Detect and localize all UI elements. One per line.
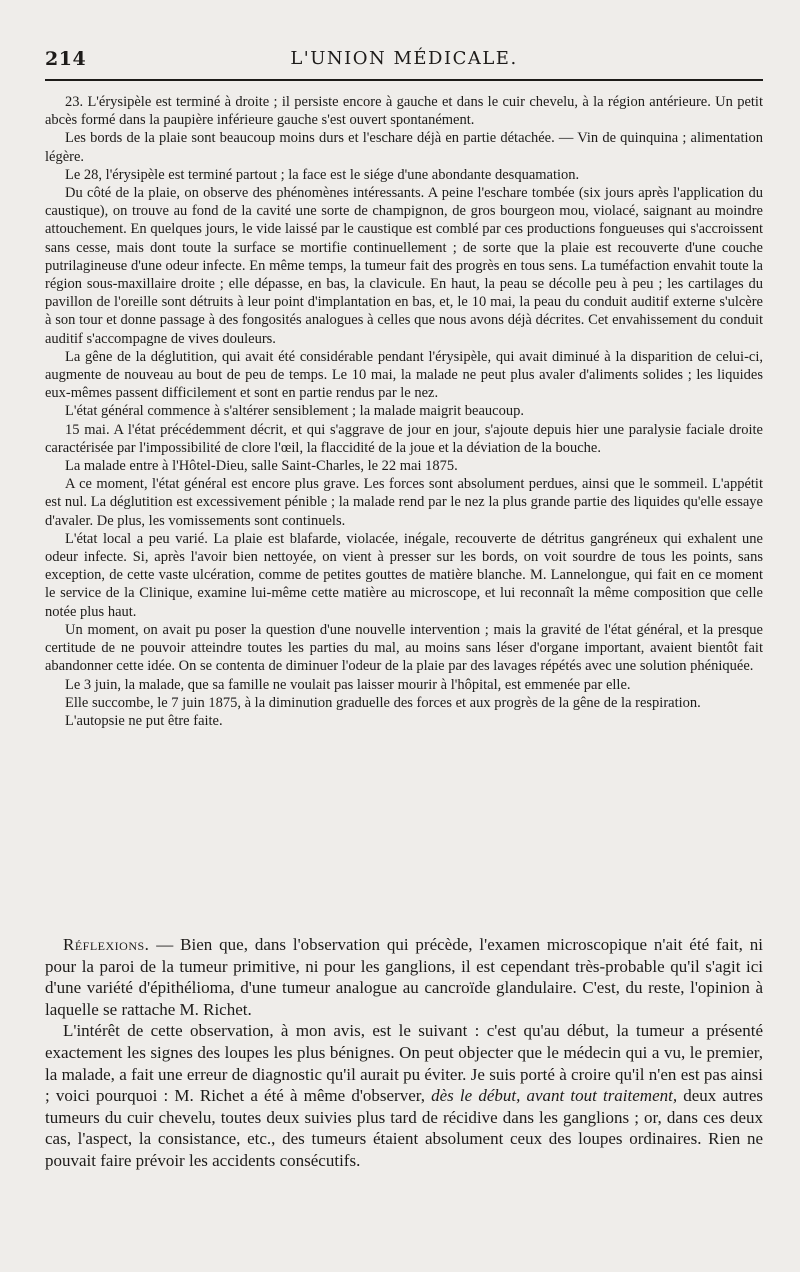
page-number: 214 [45,48,87,70]
page-header [45,46,763,76]
header-rule [45,79,763,81]
paragraph: A ce moment, l'état général est encore plus grave. Les forces sont absolument perdues, ainsi que le sommeil. L'appétit est nul. La déglutition est excessivement pénible ; la malade rend par le nez la plus grande partie des liquides qu'elle essaye d'avaler. De plus, les vomissements sont continuels. [45,476,763,529]
paragraph: Elle succombe, le 7 juin 1875, à la diminution graduelle des forces et aux progrès de la gêne de la respiration. [65,694,701,711]
paragraph [45,1020,763,1171]
paragraph: Le 28, l'érysipèle est terminé partout ; la face est le siége d'une abondante desquamation. [65,166,580,183]
observation-text [45,93,763,730]
section-heading: Réflexions. [63,935,150,954]
paragraph: L'état local a peu varié. La plaie est blafarde, violacée, inégale, recouverte de détritus gangréneux qui exhalent une odeur infecte. Si, après l'avoir bien nettoyée, on vient à presser sur les bords, on voit sourdre de tous les points, sans exception, de cette vaste ulcération, comme de petites gouttes de matière blanche. M. Lannelongue, qui fait en ce moment le service de la Clinique, examine lui-même cette matière au microscope, et lui reconnaît la même composition que celle notée plus haut. [45,530,763,620]
paragraph: Un moment, on avait pu poser la question d'une nouvelle intervention ; mais la gravité de l'état général, et la presque certitude de ne pouvoir atteindre toutes les parties du mal, au moins sans léser d'organe important, avaient bientôt fait abandonner cette idée. On se contenta de diminuer l'odeur de la plaie par des lavages répétés avec une solution phéniquée. [45,621,763,675]
reflexions-section [45,934,763,1172]
paragraph: La malade entre à l'Hôtel-Dieu, salle Saint-Charles, le 22 mai 1875. [65,458,458,475]
paragraph: Les bords de la plaie sont beaucoup moins durs et l'eschare déjà en partie détachée. — Vin de quinquina ; alimentation légère. [45,130,763,165]
paragraph [45,934,763,1020]
paragraph-text: deux autres tumeurs du cuir chevelu, toutes deux suivies plus tard de récidive dans les ganglions ; or, dans ces deux cas, l'aspect, la consistance, etc., des tumeurs étaient absolument ceux des loupes ordinaires. Rien ne pouvait faire prévoir les accidents consécutifs. [45,1086,763,1170]
paragraph: L'état général commence à s'altérer sensiblement ; la malade maigrit beaucoup. [65,403,524,420]
paragraph: La gêne de la déglutition, qui avait été considérable pendant l'érysipèle, qui avait diminué à la disparition de celui-ci, augmente de nouveau au bout de peu de temps. Le 10 mai, la malade ne peut plus avaler d'aliments solides ; les liquides eux-mêmes passent difficilement et sont en partie rendus par le nez. [45,348,763,402]
running-title: L'UNION MÉDICALE. [290,48,518,69]
paragraph-text: L'intérêt de cette observation, à mon avis, est le suivant : c'est qu'au début, la tumeur a présenté exactement les signes des loupes les plus bénignes. On peut objecter que le médecin qui a vu, le premier, la malade, a fait une erreur de diagnostic qu'il aurait pu éviter. Je suis porté à croire qu'il n'en est pas ainsi ; voici pourquoi : M. Richet a été à même d'observer, [45,1021,763,1106]
paragraph: Le 3 juin, la malade, que sa famille ne voulait pas laisser mourir à l'hôpital, est emmenée par elle. [65,676,631,693]
paragraph-text: — Bien que, dans l'observation qui précède, l'examen microscopique n'ait été fait, ni pour la paroi de la tumeur primitive, ni pour les ganglions, il est cependant très-probable qu'il s'agit ici d'une variété d'épithélioma, d'une tumeur analogue au cancroïde glandulaire. C'est, du reste, l'opinion à laquelle se rattache M. Richet. [45,935,763,1019]
paragraph: 23. L'érysipèle est terminé à droite ; il persiste encore à gauche et dans le cuir chevelu, à la région antérieure. Un petit abcès formé dans la paupière inférieure gauche s'est ouvert spontanément. [45,94,763,129]
paragraph: L'autopsie ne put être faite. [65,712,223,729]
italic-text: dès le début, avant tout traitement, [431,1086,678,1106]
paragraph: Du côté de la plaie, on observe des phénomènes intéressants. A peine l'eschare tombée (six jours après l'application du caustique), on trouve au fond de la cavité une sorte de champignon, de gros bourgeon mou, violacé, saignant au moindre attouchement. En quelques jours, le vide laissé par le caustique est comblé par ces productions fongueuses qui s'accroissent sans cesse, mais dont toute la surface se mortifie continuellement ; de sorte que la plaie est recouverte d'une couche putrilagineuse d'une odeur infecte. En même temps, la tumeur fait des progrès en tous sens. La tuméfaction envahit toute la région sous-maxillaire droite ; elle dépasse, en bas, la clavicule. En haut, la peau se décolle peu à peu ; les cartilages du pavillon de l'oreille sont détruits à leur point d'implantation en bas, et, le 10 mai, la peau du conduit auditif externe s'ulcère à son tour et donne passage à des fongosités analogues à celles que nous avons déjà décrites. Cet envahissement du conduit auditif s'accompagne de vives douleurs. [45,185,763,347]
paragraph: 15 mai. A l'état précédemment décrit, et qui s'aggrave de jour en jour, s'ajoute depuis hier une paralysie faciale droite caractérisée par l'impossibilité de clore l'œil, la flaccidité de la joue et la déviation de la bouche. [45,421,763,456]
